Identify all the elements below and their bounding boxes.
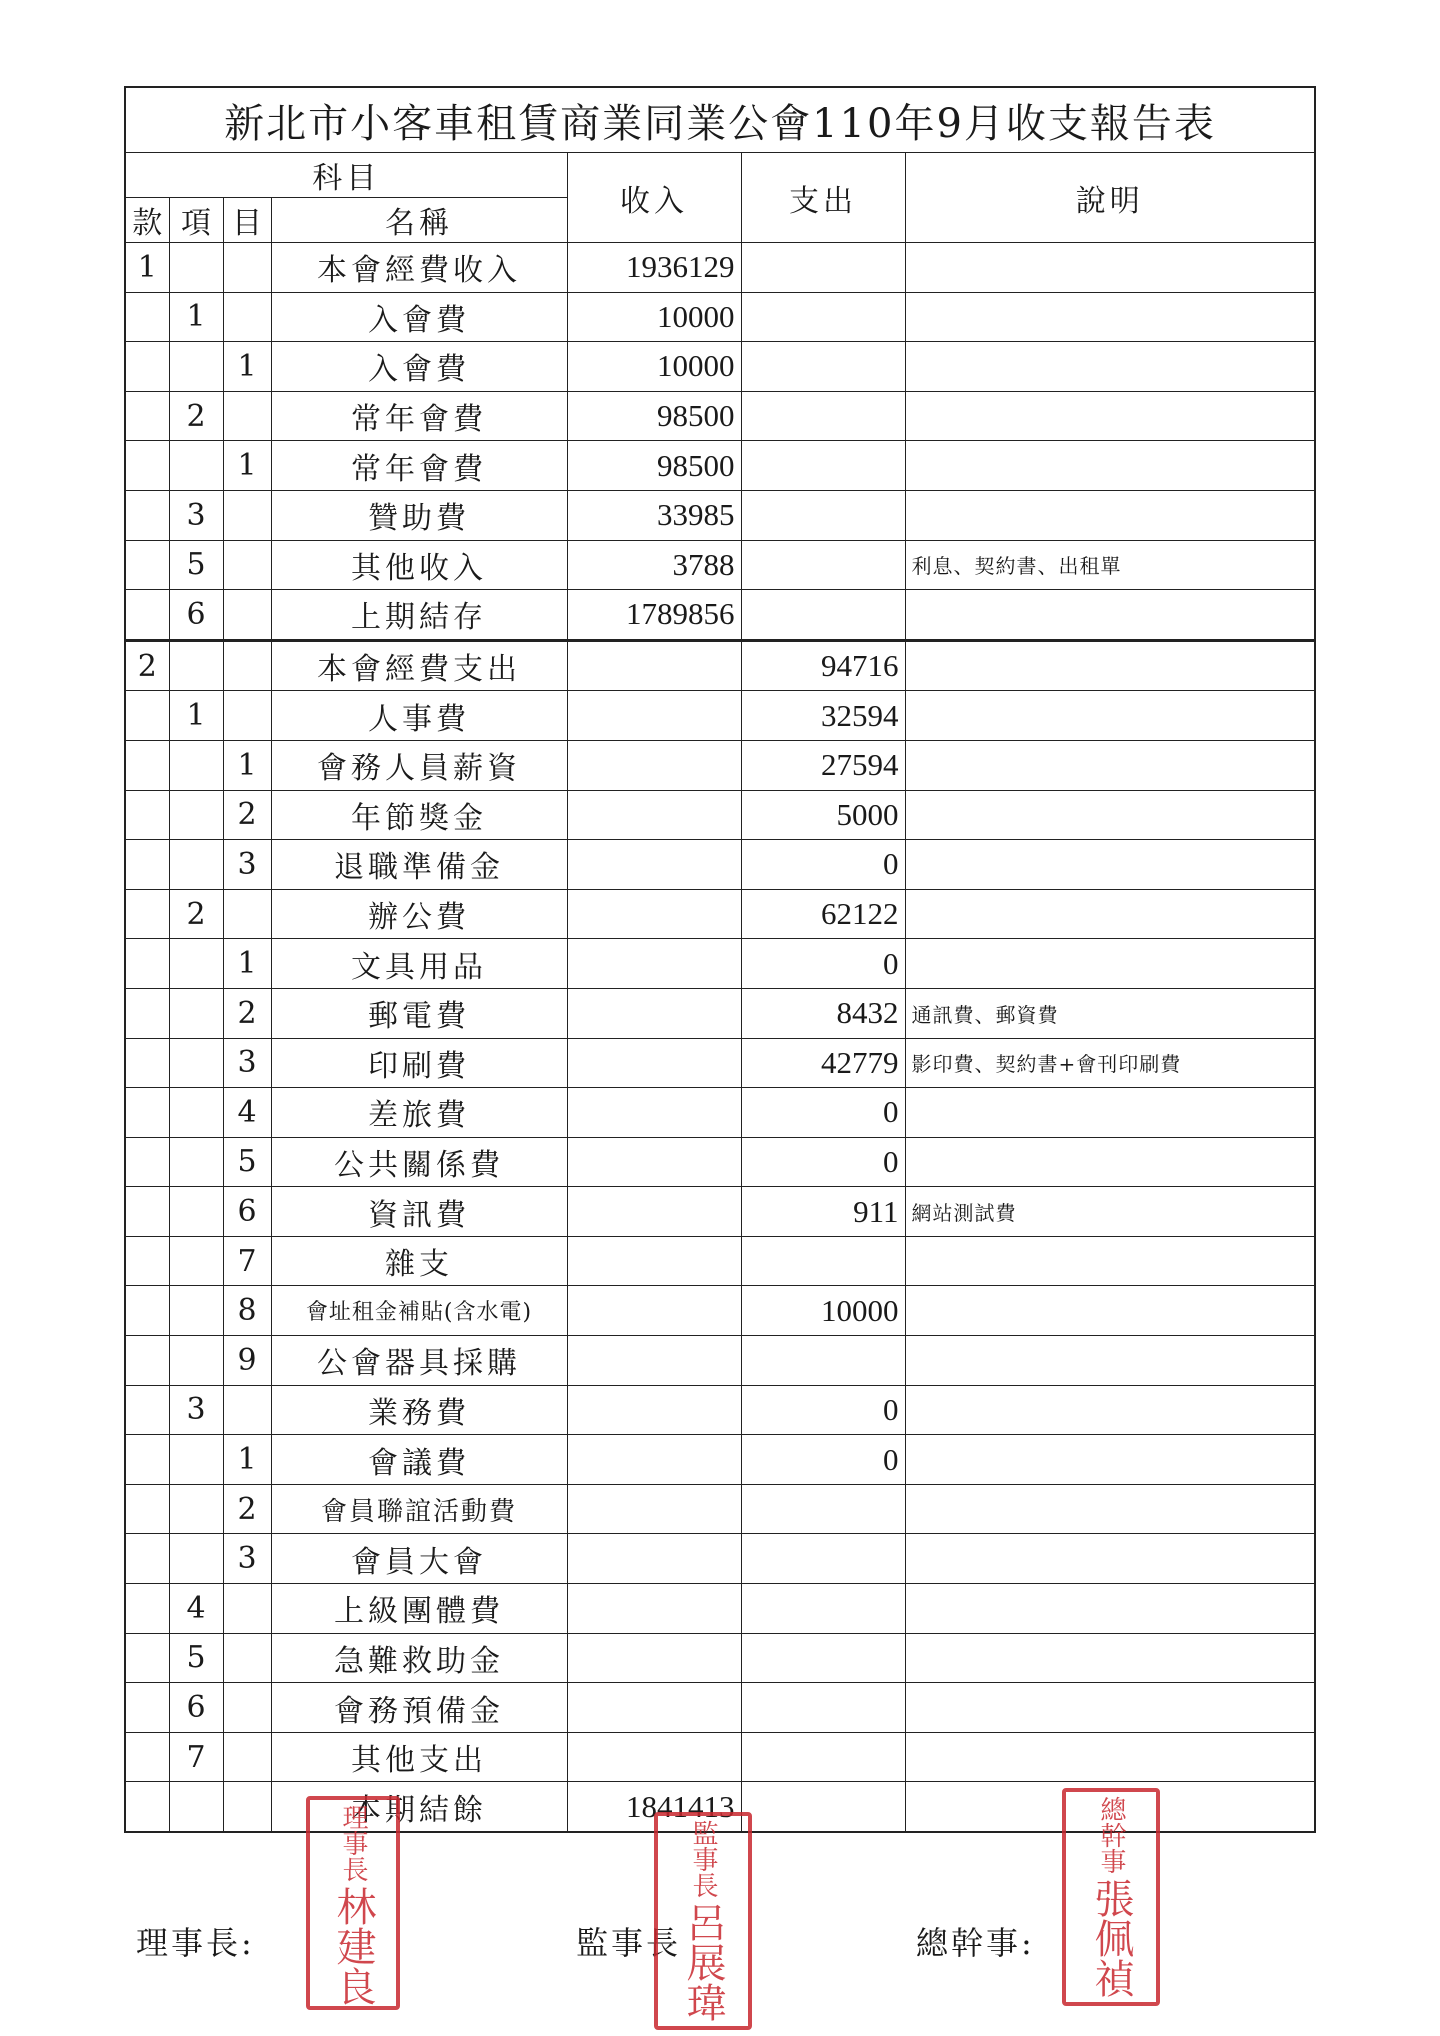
table-row [125,391,1315,441]
table-row [125,1286,1315,1336]
kuan-cell [125,740,169,790]
note-cell [905,1633,1315,1683]
mu-cell [223,391,271,441]
income-cell [567,939,741,989]
kuan-cell [125,691,169,741]
income-cell [567,1534,741,1584]
mu-cell [223,1385,271,1435]
chairman-seal [306,1796,400,2010]
table-row [125,1584,1315,1634]
expense-cell: 32594 [741,691,905,741]
header-xiang: 項 [169,198,223,243]
table-row [125,840,1315,890]
expense-cell [741,490,905,540]
income-cell [567,1732,741,1782]
xiang-cell [169,1236,223,1286]
expense-cell: 0 [741,1385,905,1435]
name-cell: 業務費 [271,1385,567,1435]
expense-cell [741,342,905,392]
expense-cell: 0 [741,1137,905,1187]
mu-cell [223,243,271,293]
table-row [125,243,1315,293]
report-title: 新北市小客車租賃商業同業公會110年9月收支報告表 [125,87,1315,153]
table-row [125,1435,1315,1485]
xiang-cell: 1 [169,292,223,342]
note-cell [905,1435,1315,1485]
note-cell [905,1732,1315,1782]
expense-cell: 8432 [741,988,905,1038]
kuan-cell [125,939,169,989]
mu-cell [223,1782,271,1832]
mu-cell: 2 [223,790,271,840]
xiang-cell [169,243,223,293]
xiang-cell [169,441,223,491]
name-cell: 會員聯誼活動費 [271,1484,567,1534]
name-cell: 年節獎金 [271,790,567,840]
table-row [125,540,1315,590]
xiang-cell: 3 [169,490,223,540]
table-row [125,640,1315,691]
kuan-cell [125,1732,169,1782]
income-cell [567,1336,741,1386]
expense-cell: 0 [741,840,905,890]
income-cell [567,1385,741,1435]
income-cell [567,740,741,790]
kuan-cell: 1 [125,243,169,293]
header-mu: 目 [223,198,271,243]
income-cell: 1936129 [567,243,741,293]
kuan-cell [125,342,169,392]
name-cell: 本會經費收入 [271,243,567,293]
report-table [124,86,1316,1833]
kuan-cell [125,1038,169,1088]
expense-cell: 62122 [741,889,905,939]
name-cell: 常年會費 [271,441,567,491]
mu-cell: 3 [223,1534,271,1584]
kuan-cell [125,590,169,641]
mu-cell [223,889,271,939]
note-cell [905,1683,1315,1733]
name-cell: 會議費 [271,1435,567,1485]
table-row [125,1336,1315,1386]
table-row [125,1534,1315,1584]
note-cell: 利息、契約書、出租單 [905,540,1315,590]
income-cell: 10000 [567,342,741,392]
xiang-cell: 1 [169,691,223,741]
kuan-cell [125,1584,169,1634]
xiang-cell [169,1534,223,1584]
xiang-cell [169,1187,223,1237]
income-cell [567,1484,741,1534]
mu-cell: 8 [223,1286,271,1336]
xiang-cell [169,840,223,890]
kuan-cell [125,790,169,840]
kuan-cell [125,1385,169,1435]
kuan-cell [125,540,169,590]
expense-cell: 5000 [741,790,905,840]
income-cell [567,691,741,741]
income-cell [567,1286,741,1336]
expense-cell [741,1732,905,1782]
table-row [125,1633,1315,1683]
kuan-cell [125,1336,169,1386]
income-cell [567,1187,741,1237]
xiang-cell [169,790,223,840]
expense-cell [741,1633,905,1683]
kuan-cell [125,1683,169,1733]
xiang-cell: 7 [169,1732,223,1782]
note-cell [905,640,1315,691]
note-cell [905,243,1315,293]
mu-cell [223,292,271,342]
table-row [125,1187,1315,1237]
expense-cell: 0 [741,939,905,989]
income-cell [567,790,741,840]
expense-cell [741,590,905,641]
xiang-cell [169,939,223,989]
kuan-cell [125,1236,169,1286]
supervisor-seal [654,1812,752,2030]
mu-cell: 9 [223,1336,271,1386]
note-cell [905,840,1315,890]
expense-cell [741,540,905,590]
expense-cell [741,292,905,342]
income-cell [567,889,741,939]
note-cell [905,691,1315,741]
name-cell: 會員大會 [271,1534,567,1584]
kuan-cell [125,840,169,890]
xiang-cell [169,1484,223,1534]
note-cell [905,490,1315,540]
table-row [125,1088,1315,1138]
report-sheet [124,86,1314,1833]
name-cell: 會址租金補貼(含水電) [271,1286,567,1336]
mu-cell: 1 [223,939,271,989]
kuan-cell [125,1088,169,1138]
income-cell: 1841413 [567,1782,741,1832]
xiang-cell: 5 [169,1633,223,1683]
mu-cell: 7 [223,1236,271,1286]
xiang-cell [169,1038,223,1088]
kuan-cell [125,1137,169,1187]
income-cell [567,1435,741,1485]
income-cell: 10000 [567,292,741,342]
income-cell [567,1584,741,1634]
note-cell: 通訊費、郵資費 [905,988,1315,1038]
mu-cell: 2 [223,1484,271,1534]
header-income: 收入 [567,153,741,243]
chairman-label: 理事長: [136,1924,255,1962]
xiang-cell [169,1286,223,1336]
income-cell [567,1137,741,1187]
note-cell [905,790,1315,840]
kuan-cell [125,1782,169,1832]
expense-cell [741,243,905,293]
note-cell [905,889,1315,939]
name-cell: 印刷費 [271,1038,567,1088]
mu-cell: 1 [223,441,271,491]
expense-cell: 94716 [741,640,905,691]
note-cell [905,1236,1315,1286]
name-cell: 本期結餘 [271,1782,567,1832]
name-cell: 公共關係費 [271,1137,567,1187]
table-row [125,1038,1315,1088]
income-cell [567,1236,741,1286]
secretary-seal-title: 總幹事 [1096,1796,1126,1874]
name-cell: 上級團體費 [271,1584,567,1634]
secretary-seal-name: 張佩禎 [1088,1878,1134,1998]
name-cell: 雜支 [271,1236,567,1286]
table-row [125,1683,1315,1733]
expense-cell: 0 [741,1088,905,1138]
name-cell: 會務人員薪資 [271,740,567,790]
expense-cell [741,1336,905,1386]
secretary-label: 總幹事: [916,1924,1035,1962]
kuan-cell [125,889,169,939]
supervisor-label: 監事長 [576,1924,682,1962]
income-cell [567,1633,741,1683]
note-cell: 影印費、契約書+會刊印刷費 [905,1038,1315,1088]
mu-cell: 1 [223,740,271,790]
header-name: 名稱 [271,198,567,243]
header-note: 說明 [905,153,1315,243]
note-cell [905,1336,1315,1386]
xiang-cell [169,1782,223,1832]
expense-cell [741,441,905,491]
kuan-cell: 2 [125,640,169,691]
income-cell [567,1038,741,1088]
mu-cell: 4 [223,1088,271,1138]
table-row [125,1484,1315,1534]
kuan-cell [125,1633,169,1683]
expense-cell: 911 [741,1187,905,1237]
table-row [125,490,1315,540]
note-cell [905,740,1315,790]
mu-cell: 2 [223,988,271,1038]
income-cell [567,988,741,1038]
kuan-cell [125,1286,169,1336]
kuan-cell [125,1534,169,1584]
kuan-cell [125,441,169,491]
mu-cell [223,640,271,691]
table-row [125,790,1315,840]
expense-cell [741,1534,905,1584]
name-cell: 會務預備金 [271,1683,567,1733]
income-cell: 33985 [567,490,741,540]
name-cell: 退職準備金 [271,840,567,890]
kuan-cell [125,292,169,342]
note-cell [905,939,1315,989]
expense-cell: 42779 [741,1038,905,1088]
xiang-cell [169,1137,223,1187]
table-row [125,988,1315,1038]
xiang-cell [169,740,223,790]
name-cell: 資訊費 [271,1187,567,1237]
xiang-cell [169,1088,223,1138]
xiang-cell: 2 [169,391,223,441]
mu-cell [223,1584,271,1634]
name-cell: 辦公費 [271,889,567,939]
name-cell: 文具用品 [271,939,567,989]
mu-cell [223,691,271,741]
table-row [125,691,1315,741]
name-cell: 贊助費 [271,490,567,540]
note-cell [905,391,1315,441]
xiang-cell: 6 [169,590,223,641]
mu-cell [223,490,271,540]
xiang-cell: 6 [169,1683,223,1733]
income-cell [567,640,741,691]
table-body [125,243,1315,1833]
xiang-cell [169,342,223,392]
supervisor-seal-title: 監事長 [688,1820,718,1898]
mu-cell: 1 [223,342,271,392]
xiang-cell: 5 [169,540,223,590]
name-cell: 急難救助金 [271,1633,567,1683]
note-cell [905,292,1315,342]
mu-cell: 3 [223,840,271,890]
chairman-seal-title: 理事長 [338,1804,368,1882]
xiang-cell [169,988,223,1038]
name-cell: 人事費 [271,691,567,741]
expense-cell [741,1236,905,1286]
mu-cell: 3 [223,1038,271,1088]
xiang-cell: 2 [169,889,223,939]
mu-cell [223,1633,271,1683]
note-cell [905,1385,1315,1435]
mu-cell [223,590,271,641]
kuan-cell [125,1484,169,1534]
table-row [125,1732,1315,1782]
table-row [125,1385,1315,1435]
expense-cell: 27594 [741,740,905,790]
mu-cell [223,1732,271,1782]
note-cell [905,590,1315,641]
xiang-cell: 3 [169,1385,223,1435]
table-row [125,590,1315,641]
name-cell: 公會器具採購 [271,1336,567,1386]
header-kuan: 款 [125,198,169,243]
expense-cell: 10000 [741,1286,905,1336]
income-cell: 3788 [567,540,741,590]
note-cell [905,342,1315,392]
table-row [125,939,1315,989]
header-expense: 支出 [741,153,905,243]
kuan-cell [125,1435,169,1485]
name-cell: 其他收入 [271,540,567,590]
income-cell: 98500 [567,441,741,491]
expense-cell [741,1484,905,1534]
name-cell: 入會費 [271,342,567,392]
secretary-seal [1062,1788,1160,2006]
expense-cell [741,1683,905,1733]
note-cell [905,1286,1315,1336]
xiang-cell: 4 [169,1584,223,1634]
kuan-cell [125,490,169,540]
mu-cell: 6 [223,1187,271,1237]
name-cell: 入會費 [271,292,567,342]
kuan-cell [125,1187,169,1237]
note-cell [905,1137,1315,1187]
expense-cell [741,391,905,441]
note-cell [905,1088,1315,1138]
income-cell [567,1683,741,1733]
note-cell [905,1484,1315,1534]
name-cell: 差旅費 [271,1088,567,1138]
name-cell: 郵電費 [271,988,567,1038]
mu-cell [223,540,271,590]
income-cell [567,840,741,890]
note-cell [905,441,1315,491]
name-cell: 本會經費支出 [271,640,567,691]
xiang-cell [169,1336,223,1386]
kuan-cell [125,391,169,441]
mu-cell: 1 [223,1435,271,1485]
kuan-cell [125,988,169,1038]
name-cell: 上期結存 [271,590,567,641]
name-cell: 常年會費 [271,391,567,441]
xiang-cell [169,640,223,691]
header-subject: 科目 [125,153,567,198]
table-row [125,1137,1315,1187]
table-row [125,342,1315,392]
note-cell: 網站測試費 [905,1187,1315,1237]
mu-cell [223,1683,271,1733]
expense-cell [741,1782,905,1832]
income-cell: 98500 [567,391,741,441]
expense-cell: 0 [741,1435,905,1485]
supervisor-seal-name: 呂展瑋 [680,1902,726,2022]
table-row [125,1236,1315,1286]
note-cell [905,1534,1315,1584]
chairman-seal-name: 林建良 [330,1886,376,2006]
income-cell: 1789856 [567,590,741,641]
table-row [125,740,1315,790]
table-row [125,292,1315,342]
expense-cell [741,1584,905,1634]
income-cell [567,1088,741,1138]
note-cell [905,1584,1315,1634]
name-cell: 其他支出 [271,1732,567,1782]
mu-cell: 5 [223,1137,271,1187]
xiang-cell [169,1435,223,1485]
table-row [125,441,1315,491]
table-row [125,889,1315,939]
